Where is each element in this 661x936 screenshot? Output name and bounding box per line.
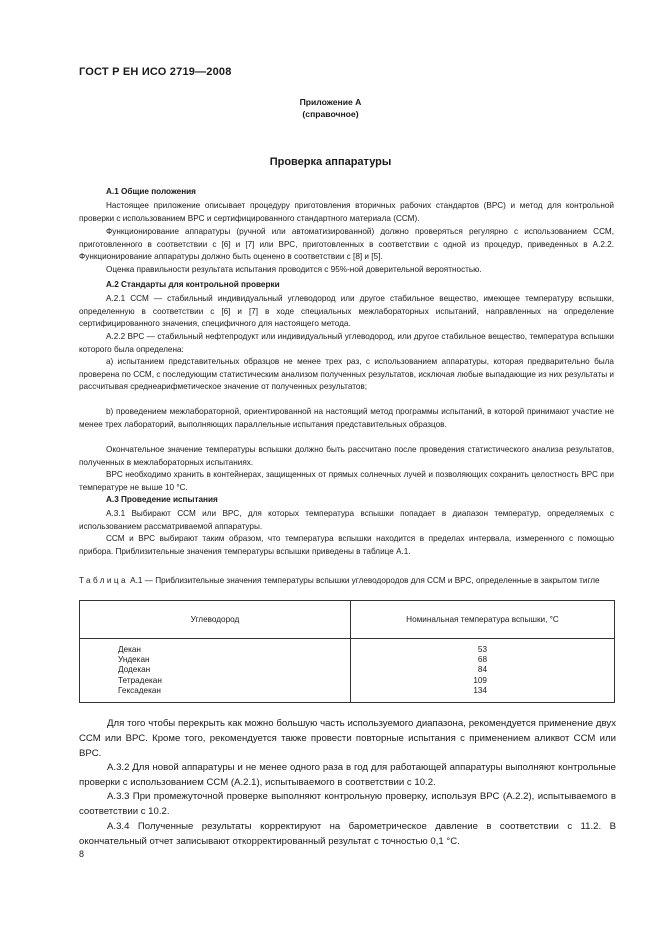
paragraph: А.3.3 При промежуточной проверке выполняют контрольную проверку, используя ВРС (А.2.2), испытываемого в соответствии с 10.2.	[79, 791, 616, 818]
paragraph: А.2.1 ССМ — стабильный индивидуальный углеводород или другое стабильное вещество, имеющее температуру вспышки, определенную в соответствии с [6] и [7] в ходе специальных межлабораторных испытаний, направленных на определение сертифицированного значения, специфичного для настоящего метода.	[79, 294, 614, 329]
column-header-temperature: Номинальная температура вспышки, °С	[351, 601, 615, 639]
paragraph: А.2.2 ВРС — стабильный нефтепродукт или индивидуальный углеводород, или другое стабильное вещество, температура вспышки которого была определена:	[79, 332, 614, 354]
column-header-hydrocarbon: Углеводород	[80, 601, 351, 639]
appendix-label: Приложение А	[299, 97, 362, 107]
table-header-row	[80, 601, 615, 639]
section-a1-heading: А.1 Общие положения	[106, 187, 196, 196]
paragraph: ССМ и ВРС выбирают таким образом, что температура вспышки находится в пределах интервала, измеренного с помощью прибора. Приблизительные значения температуры вспышки приведены в таблице А.1.	[79, 534, 614, 556]
flash-point-value: 68	[477, 655, 487, 665]
section-a3-heading: А.3 Проведение испытания	[106, 495, 218, 504]
list-item-b: b) проведением межлабораторной, ориентированной на настоящий метод программы испытаний, в которой принимают участие не менее трех лабораторий, выполняющих параллельные испытания представительных образцов.	[79, 407, 614, 429]
paragraph: Оценка правильности результата испытания проводится с 95%-ной доверительной вероятностью.	[106, 265, 482, 274]
table-caption-prefix: Таблица	[79, 576, 128, 585]
hydrocarbon-name: Ундекан	[118, 655, 150, 665]
list-item-a: a) испытанием представительных образцов не менее трех раз, с использованием аппаратуры, которая предварительно была проверена по ССМ, с последующим статистическим анализом полученных результатов, исключая любые выпадающие из них результаты и рассчитывая среднеарифметическое значение от полученных результатов;	[79, 357, 614, 392]
paragraph: Функционирование аппаратуры (ручной или автоматизированной) должно проверяться регулярно с использованием ССМ, приготовленного в соответствии с [6] и [7] или ВРС, приготовленных в соответствии с одной из процедур, приведенных в А.2.2. Функционирование аппаратуры должно быть оценено в соответствии с [8] и [5].	[79, 227, 614, 262]
flash-point-table	[79, 600, 615, 703]
flash-point-value: 109	[473, 675, 487, 685]
flash-point-value: 134	[473, 685, 487, 695]
appendix-title: Проверка аппаратуры	[269, 156, 392, 168]
paragraph: Окончательное значение температуры вспышки должно быть рассчитано после проведения статистического анализа результатов, полученных в межлабораторных испытаниях.	[79, 445, 614, 467]
paragraph: А.3.1 Выбирают ССМ или ВРС, для которых температура вспышки попадает в диапазон температур, определяемых с использованием рассматриваемой аппаратуры.	[79, 509, 614, 531]
temperature-cell	[351, 639, 615, 703]
table-caption-text: А.1 — Приблизительные значения температуры вспышки углеводородов для ССМ и ВРС, определенные в закрытом тигле	[127, 576, 600, 585]
paragraph: А.3.2 Для новой аппаратуры и не менее одного раза в год для работающей аппаратуры выполняют контрольные проверки с использованием ССМ (А.2.1), испытываемого в соответствии с 10.2.	[79, 762, 616, 789]
standard-header: ГОСТ Р ЕН ИСО 2719—2008	[79, 66, 232, 78]
hydrocarbon-name: Тетрадекан	[118, 675, 162, 685]
hydrocarbon-name: Додекан	[118, 665, 151, 675]
section-a2-heading: А.2 Стандарты для контрольной проверки	[106, 280, 280, 289]
table-body-row	[80, 639, 615, 703]
flash-point-value: 84	[477, 665, 487, 675]
paragraph: ВРС необходимо хранить в контейнерах, защищенных от прямых солнечных лучей и позволяющих сохранить целостность ВРС при температуре не выше 10 °С.	[79, 470, 614, 492]
page-number: 8	[79, 849, 85, 859]
paragraph: Для того чтобы перекрыть как можно большую часть используемого диапазона, рекомендуется применение двух ССМ или ВРС. Кроме того, рекомендуется также провести повторные испытания с применением аликвот ССМ или ВРС.	[79, 718, 616, 760]
paragraph: Настоящее приложение описывает процедуру приготовления вторичных рабочих стандартов (ВРС) и метод для контрольной проверки с использованием ВРС и сертифицированного стандартного материала (ССМ).	[79, 201, 614, 223]
hydrocarbon-cell	[80, 639, 351, 703]
appendix-type: (справочное)	[302, 109, 359, 119]
hydrocarbon-name: Гексадекан	[118, 685, 161, 695]
table-caption	[79, 575, 619, 587]
hydrocarbon-name: Декан	[118, 645, 141, 654]
flash-point-value: 53	[477, 645, 487, 654]
paragraph: А.3.4 Полученные результаты корректируют на барометрическое давление в соответствии с 11.2. В окончательный отчет записывают откорректированный результат с точностью 0,1 °С.	[79, 821, 616, 848]
